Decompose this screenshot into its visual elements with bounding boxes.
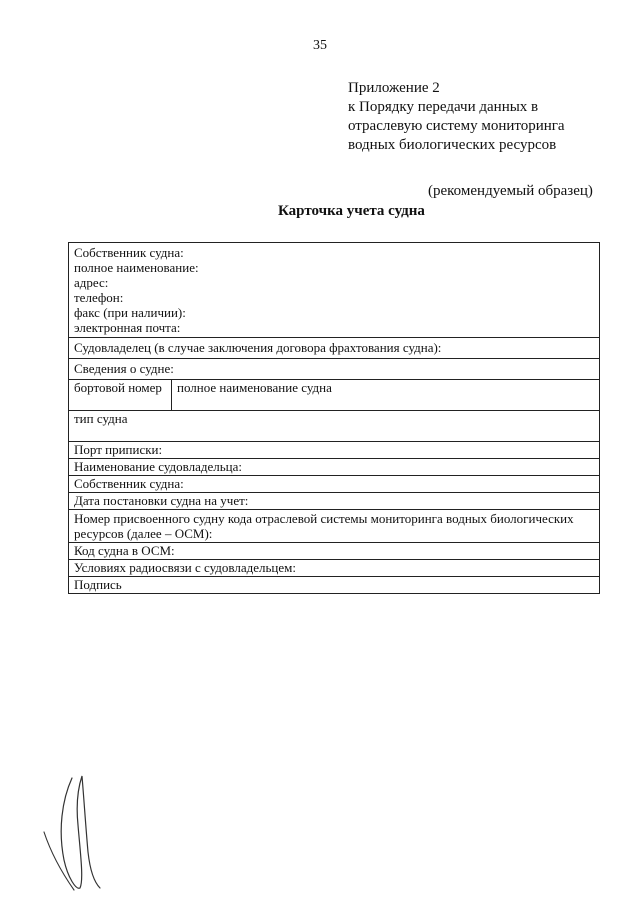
osm-code-row: [69, 509, 599, 542]
appendix-line: отраслевую систему мониторинга: [348, 118, 565, 134]
appendix-line: Приложение 2: [348, 80, 440, 96]
form-title: Карточка учета судна: [278, 203, 425, 219]
radio-conditions-row: Условиях радиосвязи с судовладельцем:: [69, 559, 599, 576]
home-port-row: Порт приписки:: [69, 441, 599, 458]
handwritten-signature: [40, 770, 120, 900]
board-number-label: бортовой номер: [69, 380, 172, 410]
vessel-type-row: тип судна: [69, 410, 599, 441]
registration-date-row: Дата постановки судна на учет:: [69, 492, 599, 509]
owner-field-label: полное наименование:: [74, 260, 199, 275]
owner-field-label: телефон:: [74, 290, 124, 305]
vessel-registration-card: [68, 242, 600, 594]
vessel-name-row: [69, 379, 599, 410]
owner-row: Собственник судна:: [69, 475, 599, 492]
appendix-line: водных биологических ресурсов: [348, 137, 557, 153]
page-number: 35: [313, 38, 327, 53]
owner-field-label: факс (при наличии):: [74, 305, 186, 320]
owner-field-label: адрес:: [74, 275, 109, 290]
osm-code-line: ресурсов (далее – ОСМ):: [74, 526, 213, 541]
osm-code-line: Номер присвоенного судну кода отраслевой системы мониторинга водных биологических: [74, 511, 574, 526]
sample-note: (рекомендуемый образец): [428, 183, 593, 199]
vessel-info-row: Сведения о судне:: [69, 358, 599, 379]
owner-field-label: электронная почта:: [74, 320, 181, 335]
operator-name-row: Наименование судовладельца:: [69, 458, 599, 475]
osm-vessel-code-row: Код судна в ОСМ:: [69, 542, 599, 559]
appendix-heading: [348, 79, 565, 155]
full-vessel-name-label: полное наименование судна: [177, 380, 332, 395]
signature-row: Подпись: [69, 576, 599, 593]
appendix-line: к Порядку передачи данных в: [348, 99, 539, 115]
charterer-row: Судовладелец (в случае заключения договора фрахтования судна):: [69, 337, 599, 358]
owner-field-label: Собственник судна:: [74, 245, 184, 260]
owner-block: [69, 243, 599, 337]
